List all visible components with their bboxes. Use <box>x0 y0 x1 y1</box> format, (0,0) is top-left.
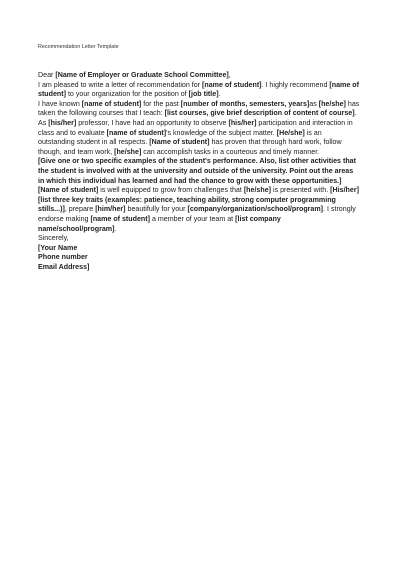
placeholder-pronoun: [his/her] <box>228 118 257 127</box>
text-run: is presented with. <box>271 186 331 195</box>
text-run: has proven that through hard work, follow though, and team work, <box>38 138 342 156</box>
salutation-text: Dear <box>38 71 56 79</box>
document-title: Recommendation Letter Template <box>38 44 119 50</box>
text-run: a member of your team at <box>149 214 236 223</box>
text-run: . I strongly endorse making <box>38 205 356 223</box>
placeholder-pronoun: [his/her] <box>48 118 77 127</box>
text-run: . I highly recommend <box>261 80 330 89</box>
placeholder-pronoun: [he/she] <box>318 99 346 108</box>
text-run: beautifully for your <box>125 205 188 214</box>
text-run: participation and interaction in class and to evaluate <box>38 118 353 137</box>
placeholder-pronoun: [he/she] <box>243 186 272 195</box>
placeholder-student-name: [name of student] <box>106 128 167 137</box>
text-run: . <box>114 224 117 233</box>
text-run: can accomplish tasks in a courteous and timely manner. <box>141 147 320 156</box>
text-run: to your organization for the position of <box>65 90 189 99</box>
text-run: 's knowledge of the subject matter. <box>166 128 277 137</box>
placeholder-student-name: [Name of student] <box>38 186 99 195</box>
text-run: professor, I have had an opportunity to observe <box>76 118 229 127</box>
salutation-punct: , <box>228 71 231 79</box>
placeholder-student-name: [name of student] <box>202 80 262 89</box>
text-run: I am pleased to write a letter of recommendation for <box>38 80 203 89</box>
paragraph-examples <box>38 157 360 186</box>
placeholder-recipient: [Name of Employer or Graduate School Committee] <box>55 71 229 79</box>
text-run: is well equipped to grow from challenges that <box>98 186 244 195</box>
signature-name: [Your Name <box>38 243 78 252</box>
text-run: as <box>309 99 319 108</box>
text-run: for the past <box>141 99 181 108</box>
placeholder-courses: [list courses, give brief description of content of course] <box>164 109 355 118</box>
letter-body <box>38 71 360 272</box>
signature-email: Email Address] <box>38 262 90 271</box>
placeholder-company-name: [list company name/school/program] <box>38 214 281 233</box>
closing: Sincerely, <box>38 234 69 243</box>
placeholder-job-title: [job title] <box>188 90 219 99</box>
placeholder-pronoun: [He/she] <box>276 128 305 137</box>
placeholder-pronoun: [him/her] <box>95 205 126 214</box>
paragraph-traits <box>38 186 360 234</box>
paragraph-intro <box>38 81 360 100</box>
placeholder-pronoun: [he/she] <box>114 147 142 156</box>
text-run: , prepare <box>64 205 96 214</box>
signature-phone: Phone number <box>38 253 88 262</box>
placeholder-duration: [number of months, semesters, years] <box>180 99 310 108</box>
text-run: is an outstanding student in all respects. <box>38 128 322 147</box>
paragraph-relationship <box>38 100 360 158</box>
placeholder-student-name: [Name of student] <box>149 138 210 147</box>
placeholder-student-name: [name of student] <box>38 80 359 99</box>
text-run: . As <box>38 109 357 127</box>
text-run: . <box>218 90 221 99</box>
placeholder-organization: [company/organization/school/program] <box>187 205 324 214</box>
placeholder-key-traits: [list three key traits (examples: patience, teaching ability, strong computer programming stills...)] <box>38 195 336 214</box>
placeholder-student-name: [name of student] <box>90 214 150 223</box>
placeholder-pronoun: [His/her] <box>330 186 359 195</box>
salutation <box>38 71 360 81</box>
text-run: has taken the following courses that I teach: <box>38 99 360 118</box>
placeholder-student-name: [name of student] <box>81 99 142 108</box>
text-run: I have known <box>38 99 82 108</box>
placeholder-examples: [Give one or two specific examples of the student's performance. Also, list other activities that the student is involved with at the university and outside of the university. Point out the areas in which this individual has learned and had the chance to grow with these opportunities.] <box>38 157 356 185</box>
